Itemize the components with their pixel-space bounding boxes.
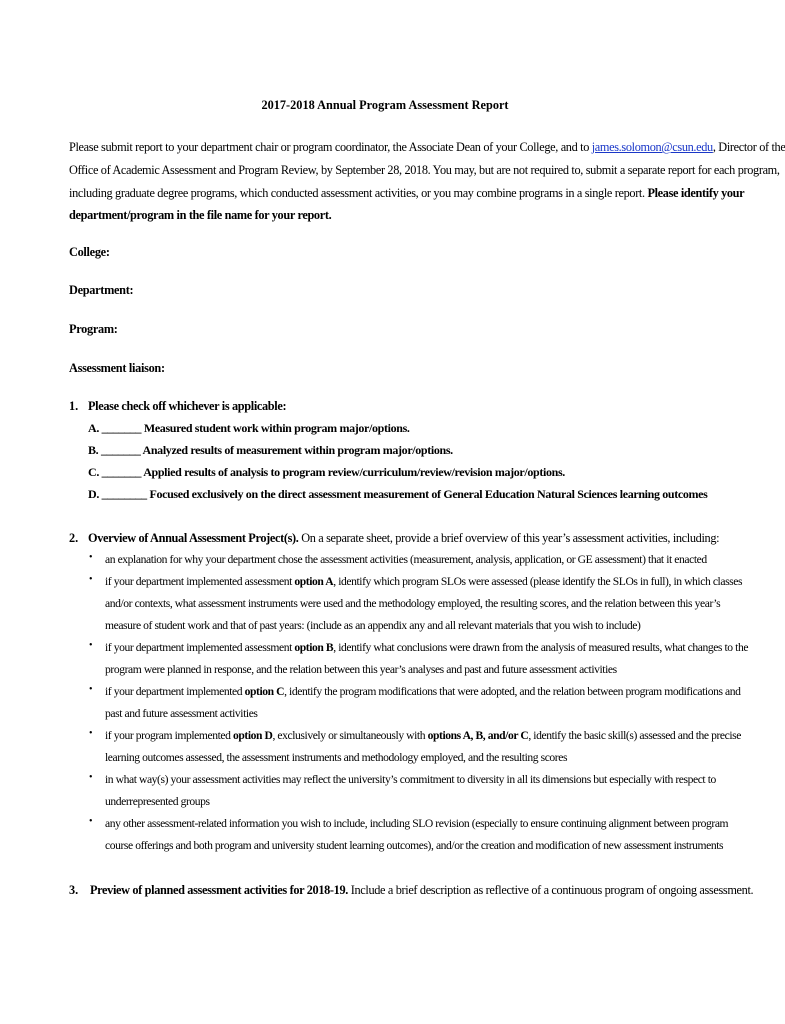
assessment-liaison-field-label: Assessment liaison: xyxy=(69,361,165,375)
bullet-5-line-2: learning outcomes assessed, the assessment instruments and methodology employed, and the resulting scores xyxy=(105,751,568,764)
option-b-blank[interactable]: _______ xyxy=(100,443,141,457)
bullet-icon: • xyxy=(89,772,93,783)
document-title: 2017-2018 Annual Program Assessment Report xyxy=(261,98,509,112)
section-3-number: 3. xyxy=(69,883,79,897)
bullet-1-line-1: an explanation for why your department chose the assessment activities (measurement, analysis, application, or GE assessment) that it enacted xyxy=(105,553,707,566)
intro-line-2: Office of Academic Assessment and Program Review, by September 28, 2018. You may, but are not required to, submit a separate report for each program, xyxy=(69,163,780,177)
bullet-2-line-2: and/or contexts, what assessment instruments were used and the methodology employed, the resulting scores, and the relation between this year’s xyxy=(105,597,721,610)
bullet-4-line-2: past and future assessment activities xyxy=(105,707,258,720)
email-link[interactable]: james.solomon@csun.edu xyxy=(591,140,713,154)
bullet-7-line-1: any other assessment-related information you wish to include, including SLO revision (especially to ensure continuing alignment between program xyxy=(105,817,729,830)
bullet-2-line-3: measure of student work and that of past years: (include as an appendix any and all relevant materials that you wish to include) xyxy=(105,619,641,632)
bullet-3-line-1: if your department implemented assessment option B, identify what conclusions were drawn from the analysis of measured results, what changes to the xyxy=(105,641,749,654)
program-field-label: Program: xyxy=(69,322,118,336)
section-2-heading: Overview of Annual Assessment Project(s). On a separate sheet, provide a brief overview of this year’s assessment activities, including: xyxy=(88,531,720,545)
bullet-3-line-2: program were planned in response, and the relation between this year’s analyses and past and future assessment activities xyxy=(105,663,617,676)
section-1-number: 1. xyxy=(69,399,79,413)
bullet-4-line-1: if your department implemented option C, identify the program modifications that were adopted, and the relation between program modifications and xyxy=(105,685,741,698)
college-field-label: College: xyxy=(69,245,110,259)
section-2-number: 2. xyxy=(69,531,79,545)
option-d[interactable]: D. ________ Focused exclusively on the direct assessment measurement of General Education Natural Sciences learning outcomes xyxy=(88,487,708,501)
bullet-icon: • xyxy=(89,640,93,651)
intro-line-4: department/program in the file name for your report. xyxy=(69,208,332,222)
intro-line-1: Please submit report to your department chair or program coordinator, the Associate Dean of your College, and to james.solomon@csun.edu, Director of the xyxy=(69,140,785,154)
bullet-icon: • xyxy=(89,728,93,739)
option-b[interactable]: B. _______ Analyzed results of measurement within program major/options. xyxy=(88,443,453,457)
intro-line-3: including graduate degree programs, which conducted assessment activities, or you may combine programs in a single report. Please identify your xyxy=(69,186,745,200)
bullet-icon: • xyxy=(89,816,93,827)
option-d-blank[interactable]: ________ xyxy=(101,487,147,501)
bullet-6-line-2: underrepresented groups xyxy=(105,795,210,808)
option-a-blank[interactable]: _______ xyxy=(101,421,142,435)
section-1-heading: Please check off whichever is applicable: xyxy=(88,399,287,413)
bullet-icon: • xyxy=(89,684,93,695)
bullet-6-line-1: in what way(s) your assessment activities may reflect the university’s commitment to diversity in all its dimensions but especially with respect to xyxy=(105,773,716,786)
section-3-heading: Preview of planned assessment activities for 2018-19. Include a brief description as reflective of a continuous program of ongoing assessment. xyxy=(90,883,754,897)
bullet-2-line-1: if your department implemented assessment option A, identify which program SLOs were assessed (please identify the SLOs in full), in which classes xyxy=(105,575,743,588)
option-c-blank[interactable]: _______ xyxy=(101,465,142,479)
bullet-icon: • xyxy=(89,574,93,585)
bullet-5-line-1: if your program implemented option D, exclusively or simultaneously with options A, B, and/or C, identify the basic skill(s) assessed and the precise xyxy=(105,729,741,742)
bullet-icon: • xyxy=(89,552,93,563)
bullet-7-line-2: course offerings and both program and university student learning outcomes), and/or the creation and modification of new assessment instruments xyxy=(105,839,724,852)
option-a[interactable]: A. _______ Measured student work within program major/options. xyxy=(88,421,410,435)
option-c[interactable]: C. _______ Applied results of analysis to program review/curriculum/review/revision major/options. xyxy=(88,465,565,479)
department-field-label: Department: xyxy=(69,283,134,297)
